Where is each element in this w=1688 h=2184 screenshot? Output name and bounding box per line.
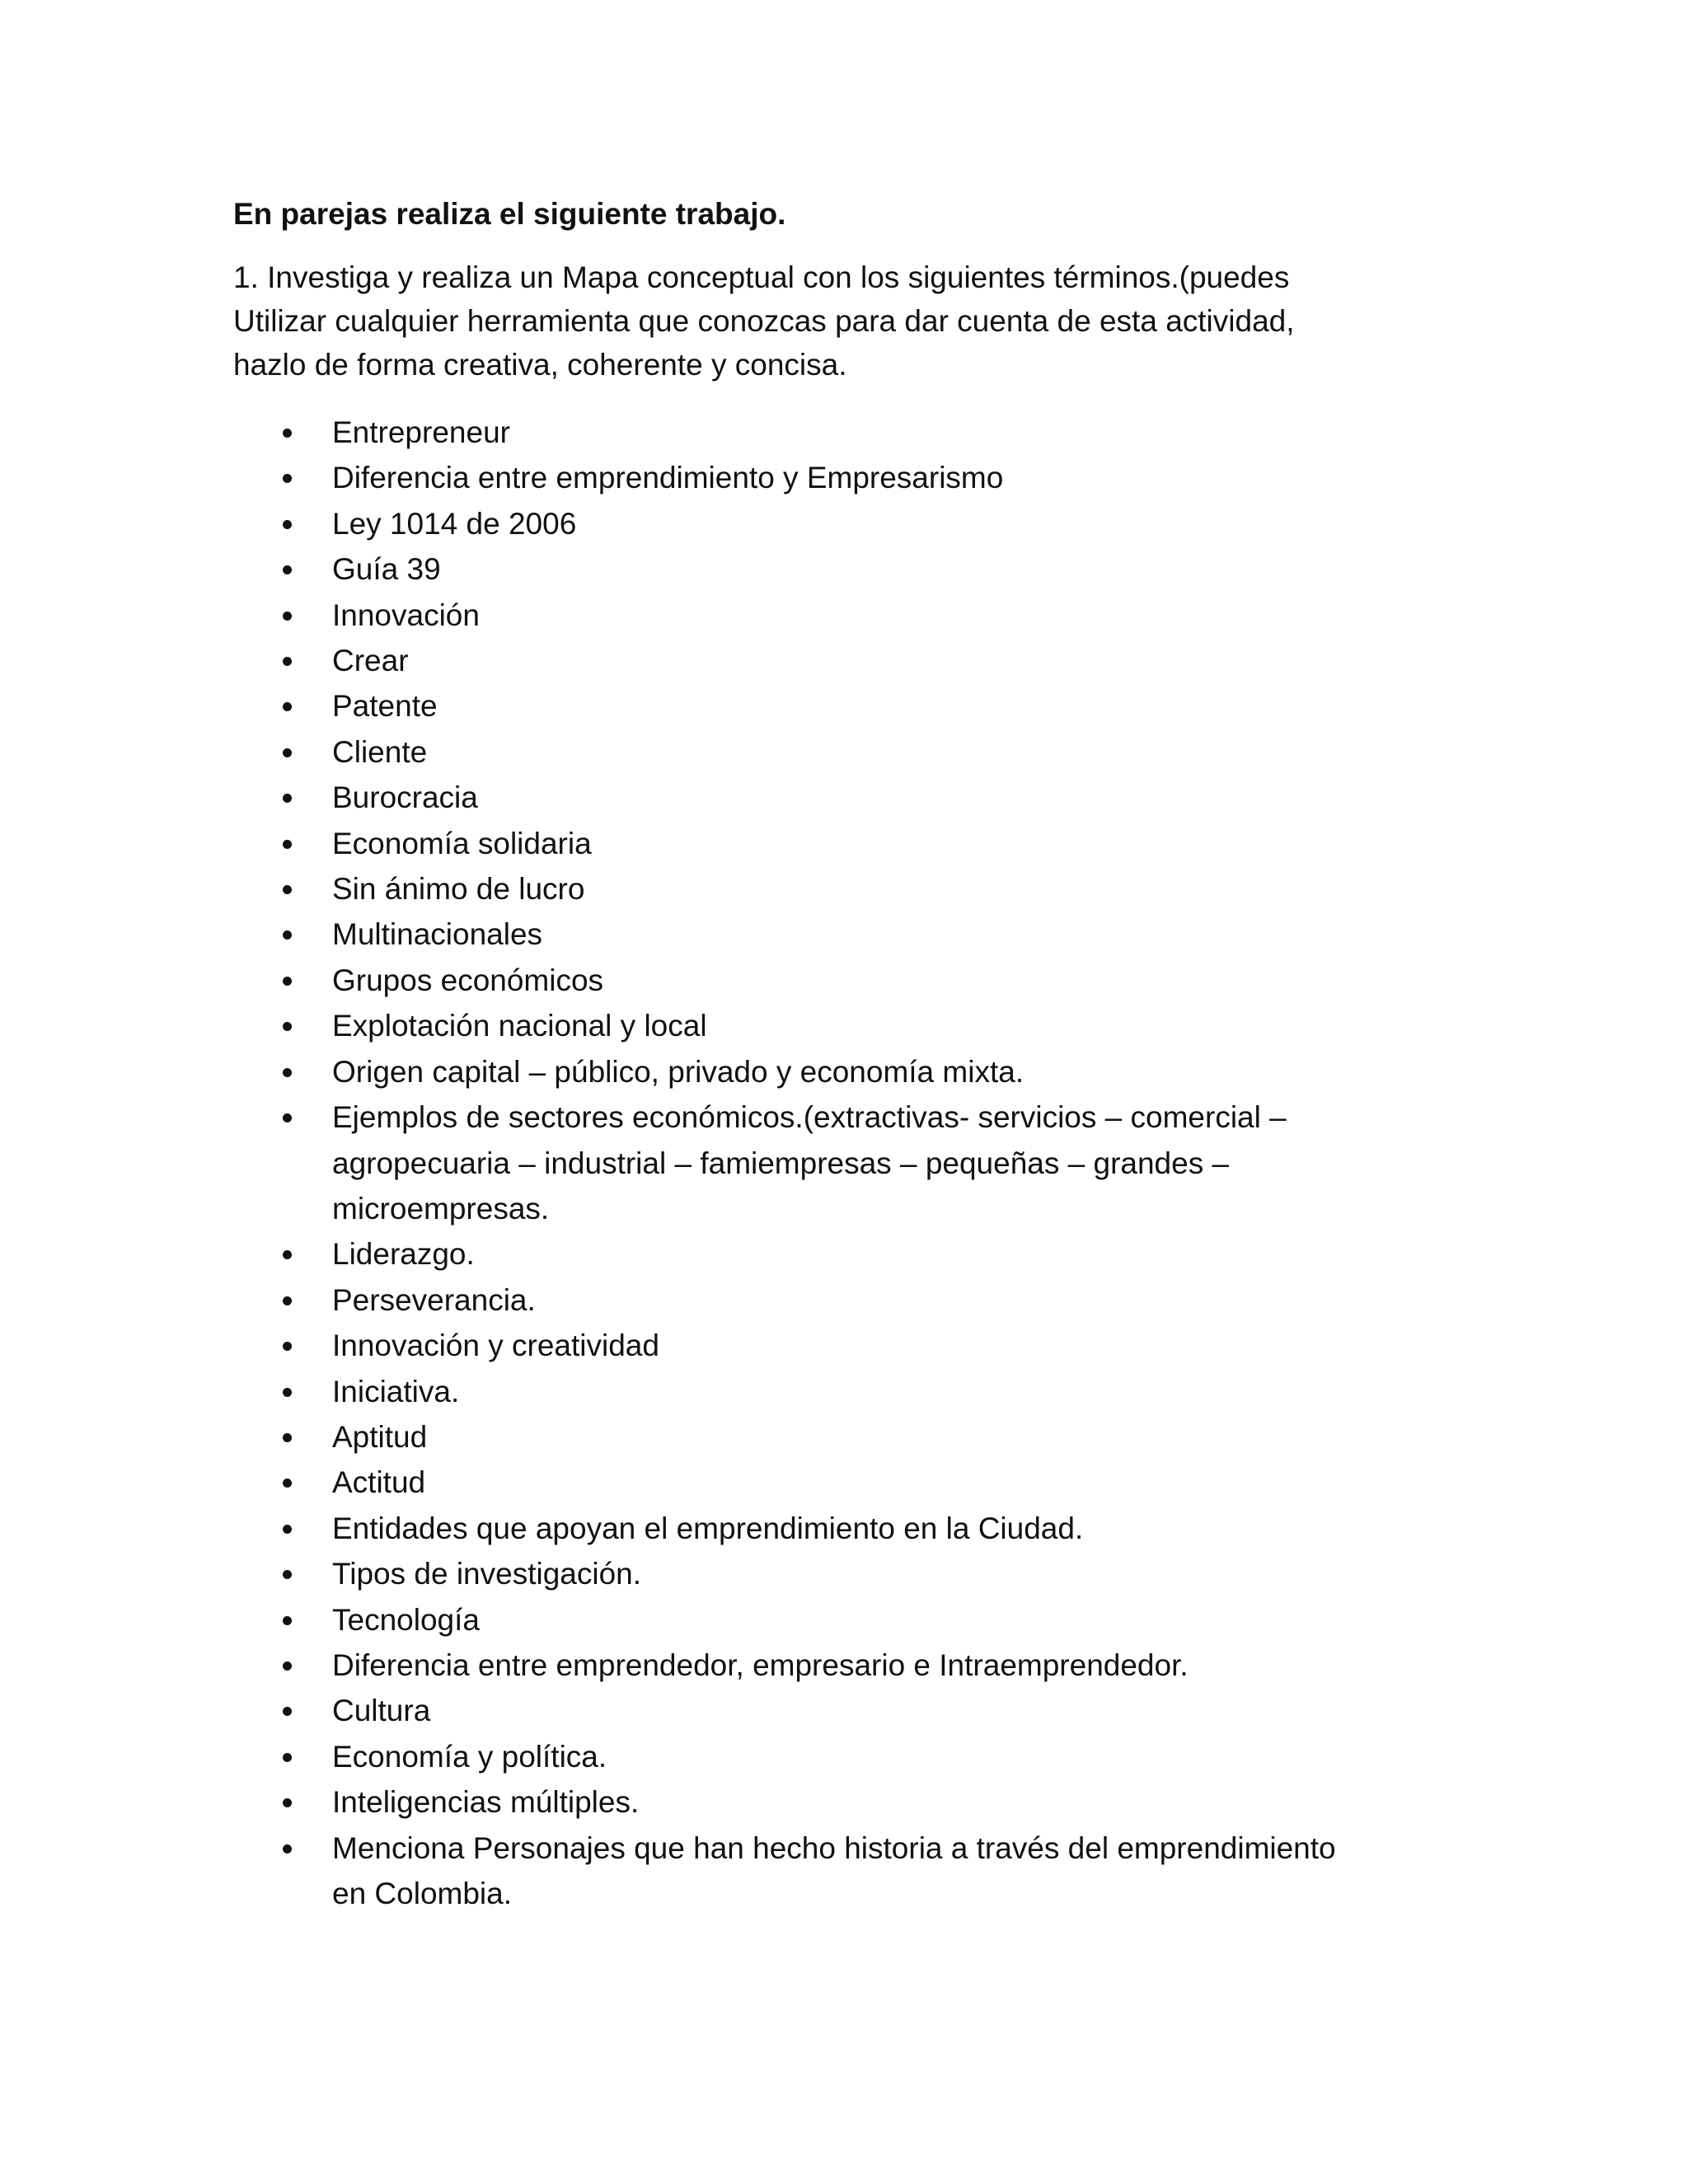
list-item: [233, 1779, 1503, 1825]
bullet-icon: [283, 1525, 292, 1534]
bullet-icon: [283, 840, 292, 849]
bullet-icon: [283, 1388, 292, 1397]
list-item: [233, 546, 1503, 592]
bullet-icon: [283, 794, 292, 803]
bullet-icon: [283, 1250, 292, 1259]
list-item: [233, 1506, 1503, 1551]
list-item-text: Tecnología: [332, 1602, 480, 1637]
list-item-text: Entidades que apoyan el emprendimiento en la Ciudad.: [332, 1511, 1084, 1545]
bullet-icon: [283, 1707, 292, 1716]
list-item-text: Menciona Personajes que han hecho historia a través del emprendimiento: [332, 1830, 1336, 1865]
list-item-text: Patente: [332, 689, 438, 724]
list-item-text: Economía solidaria: [332, 826, 592, 860]
list-item: [233, 1551, 1503, 1596]
list-item: [233, 1643, 1503, 1688]
list-item-text: Tipos de investigación.: [332, 1557, 642, 1591]
bullet-icon: [283, 1753, 292, 1762]
bullet-icon: [283, 520, 292, 529]
list-item: [233, 958, 1503, 1003]
bullet-icon: [283, 1433, 292, 1442]
bullet-icon: [283, 748, 292, 757]
list-item: [233, 1688, 1503, 1733]
list-item-text: Ejemplos de sectores económicos.(extractivas- servicios – comercial –: [332, 1100, 1287, 1135]
list-item: [233, 1369, 1503, 1414]
list-item-text: Guía 39: [332, 552, 441, 587]
bullet-icon: [283, 1296, 292, 1305]
list-item-text: Crear: [332, 644, 409, 678]
list-item-text: Actitud: [332, 1465, 426, 1500]
list-item-text: Sin ánimo de lucro: [332, 872, 585, 907]
bullet-icon: [283, 1022, 292, 1031]
list-item-text: Iniciativa.: [332, 1374, 460, 1408]
list-item-text: Explotación nacional y local: [332, 1009, 707, 1043]
list-item-text: Innovación: [332, 598, 480, 632]
bullet-icon: [283, 1844, 292, 1854]
bullet-icon: [283, 612, 292, 621]
list-item: [233, 1460, 1503, 1505]
list-item: [233, 1231, 1503, 1277]
bullet-icon: [283, 1068, 292, 1077]
list-item: [233, 501, 1503, 546]
bullet-icon: [283, 885, 292, 894]
list-item-text: Burocracia: [332, 780, 478, 815]
terms-bullet-list: [233, 410, 1470, 1916]
bullet-icon: [283, 1798, 292, 1807]
list-item-text: Ley 1014 de 2006: [332, 506, 577, 541]
list-item-text: Origen capital – público, privado y economía mixta.: [332, 1054, 1025, 1089]
bullet-icon: [283, 702, 292, 711]
list-item: [233, 775, 1503, 820]
bullet-icon: [283, 474, 292, 483]
list-item: [233, 1003, 1503, 1048]
instruction-line: hazlo de forma creativa, coherente y concisa.: [233, 348, 847, 382]
list-item-text: Entrepreneur: [332, 415, 510, 449]
list-item: [233, 1277, 1503, 1323]
bullet-icon: [283, 1570, 292, 1579]
list-item: [233, 821, 1503, 866]
bullet-icon: [283, 657, 292, 666]
list-item: [233, 1049, 1503, 1094]
list-item-text: Cultura: [332, 1694, 431, 1728]
instruction-paragraph: [233, 255, 1404, 387]
list-item-text: Aptitud: [332, 1419, 428, 1454]
list-item: [233, 1094, 1503, 1231]
bullet-icon: [283, 930, 292, 940]
list-item: [233, 638, 1503, 683]
bullet-icon: [283, 429, 292, 438]
bullet-icon: [283, 1113, 292, 1122]
list-item: [233, 410, 1503, 455]
bullet-icon: [283, 1342, 292, 1351]
bullet-icon: [283, 1661, 292, 1671]
list-item: [233, 683, 1503, 729]
bullet-icon: [283, 1616, 292, 1625]
list-item: [233, 1825, 1503, 1917]
list-item-text: en Colombia.: [332, 1877, 513, 1910]
list-item-text: agropecuaria – industrial – famiempresas – pequeñas – grandes –: [332, 1146, 1230, 1180]
list-item: [233, 1734, 1503, 1779]
document-content: [233, 191, 1470, 1916]
list-item: [233, 729, 1503, 775]
list-item-text: Cliente: [332, 734, 428, 769]
bullet-icon: [283, 1479, 292, 1488]
list-item: [233, 593, 1503, 638]
list-item-text: microempresas.: [332, 1191, 550, 1226]
list-item: [233, 866, 1503, 912]
list-item-text: Economía y política.: [332, 1739, 607, 1774]
list-item-text: Innovación y creatividad: [332, 1329, 659, 1363]
instruction-line: 1. Investiga y realiza un Mapa conceptual con los siguientes términos.(puedes: [233, 260, 1290, 294]
list-item: [233, 1323, 1503, 1368]
list-item-text: Multinacionales: [332, 917, 543, 952]
list-item-text: Liderazgo.: [332, 1237, 475, 1272]
list-item: [233, 912, 1503, 957]
list-item-text: Perseverancia.: [332, 1282, 536, 1317]
bullet-icon: [283, 977, 292, 986]
list-item: [233, 1414, 1503, 1460]
list-item: [233, 455, 1503, 500]
list-item-text: Grupos económicos: [332, 963, 604, 997]
list-item: [233, 1597, 1503, 1643]
instruction-line: Utilizar cualquier herramienta que conozcas para dar cuenta de esta actividad,: [233, 304, 1295, 338]
document-heading: En parejas realiza el siguiente trabajo.: [233, 197, 786, 231]
list-item-text: Diferencia entre emprendedor, empresario e Intraemprendedor.: [332, 1647, 1189, 1682]
list-item-text: Diferencia entre emprendimiento y Empresarismo: [332, 461, 1004, 495]
bullet-icon: [283, 565, 292, 574]
list-item-text: Inteligencias múltiples.: [332, 1785, 640, 1820]
